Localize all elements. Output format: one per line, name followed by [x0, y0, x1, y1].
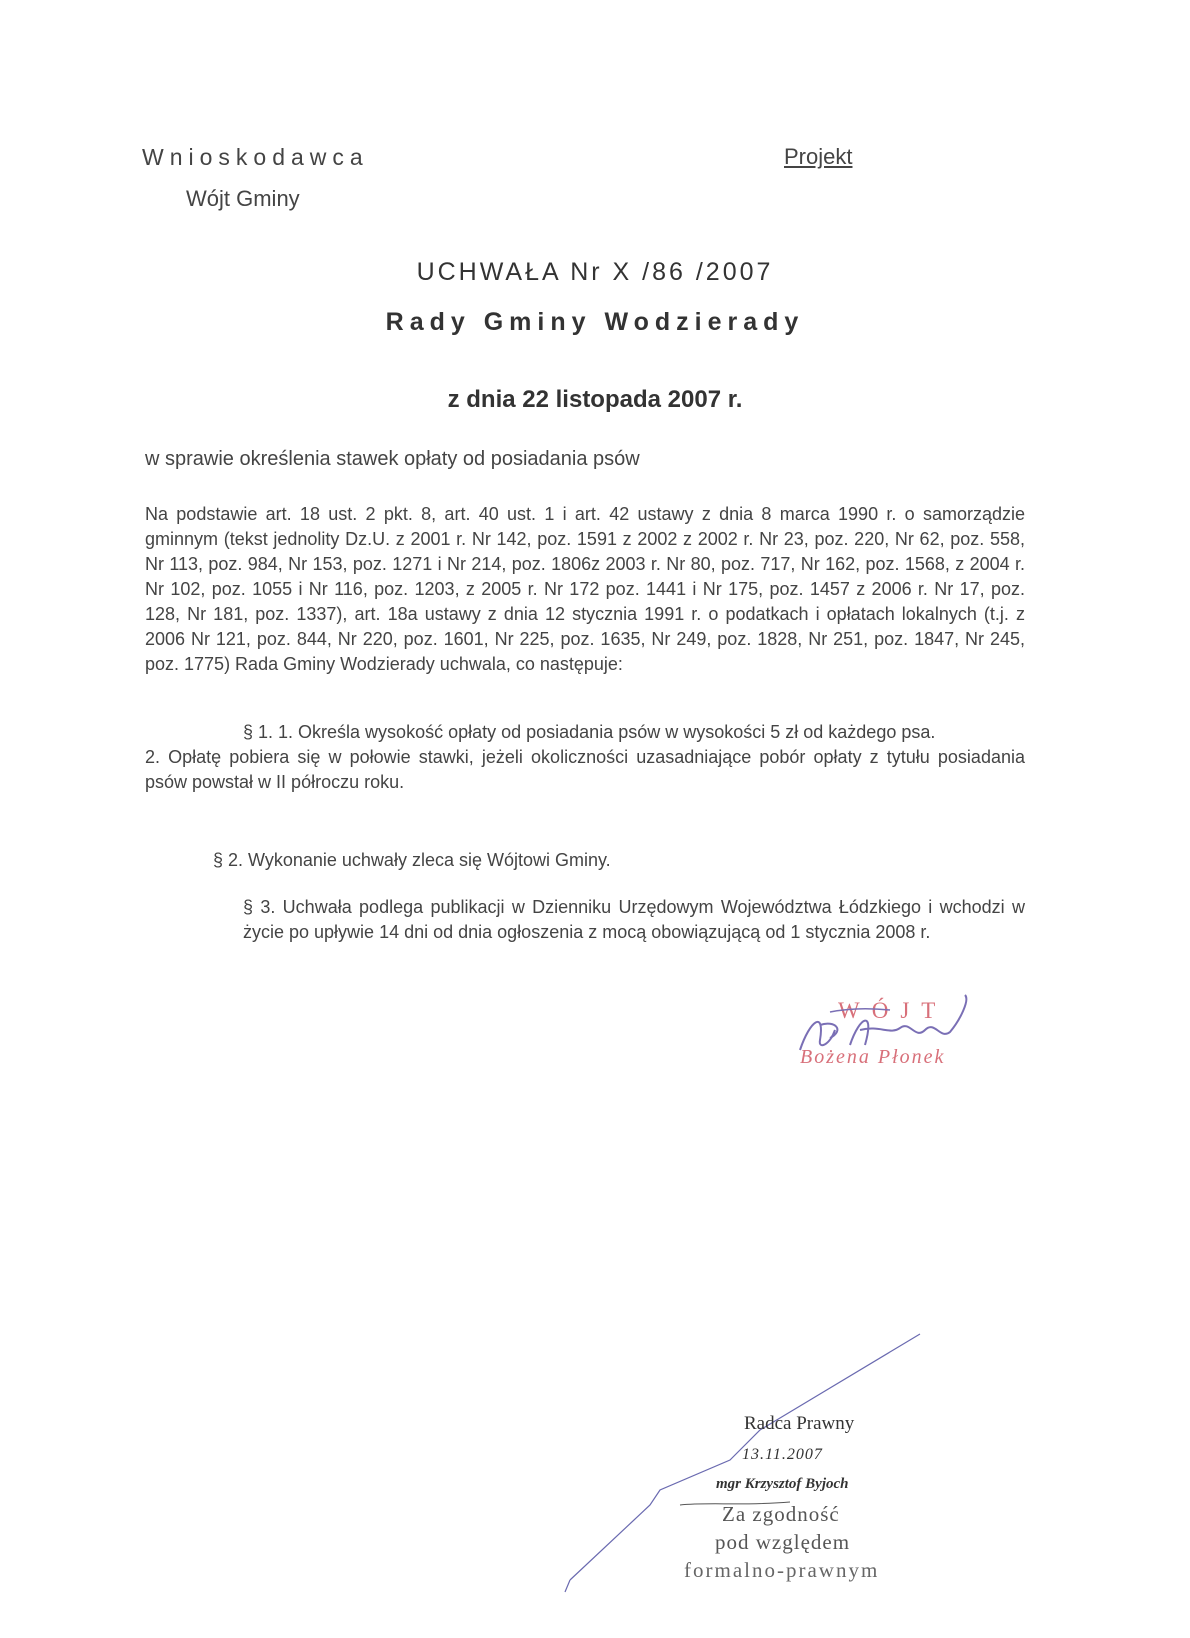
stamp-name: Bożena Płonek [800, 1046, 946, 1068]
applicant-label: Wnioskodawca [142, 144, 369, 170]
stamp-title: WÓJT [838, 998, 948, 1023]
legal-advisor-name: mgr Krzysztof Byjoch [716, 1476, 849, 1492]
document-status: Projekt [784, 144, 853, 169]
council-name: Rady Gminy Wodzierady [385, 308, 805, 336]
legal-basis: Na podstawie art. 18 ust. 2 pkt. 8, art. 40 ust. 1 i art. 42 ustawy z dnia 8 marca 1990 r. o samorządzie gminnym (tekst jednolity Dz.U. z 2001 r. Nr 142, poz. 1591 z 2002 z 2002 r. Nr 23, poz. 220, Nr 62, poz. 558, Nr 113, poz. 984, Nr 153, poz. 1271 i Nr 214, poz. 1806z 2003 r. Nr 80, poz. 717, Nr 162, poz. 1568, z 2004 r. Nr 102, poz. 1055 i Nr 116, poz. 1203, z 2005 r. Nr 172 poz. 1441 i Nr 175, poz. 1457 z 2006 r. Nr 17, poz. 128, Nr 181, poz. 1337), art. 18a ustawy z dnia 12 stycznia 1991 r. o podatkach i opłatach lokalnych (t.j. z 2006 Nr 121, poz. 844, Nr 220, poz. 1601, Nr 225, poz. 1635, Nr 249, poz. 1828, Nr 251, poz. 1847, Nr 245, poz. 1775) Rada Gminy Wodzierady uchwala, co następuje: [145, 504, 1025, 674]
legal-advisor-title: Radca Prawny [744, 1413, 855, 1434]
conformity-line-1: Za zgodność [722, 1502, 840, 1526]
applicant-name: Wójt Gminy [186, 186, 300, 211]
resolution-number: UCHWAŁA Nr X /86 /2007 [416, 258, 774, 286]
section-1-point-2: 2. Opłatę pobiera się w połowie stawki, jeżeli okoliczności uzasadniające pobór opłaty z tytułu posiadania psów powstał w II półroczu roku. [145, 747, 1025, 792]
section-1 [145, 720, 1025, 795]
section-1-point-1: § 1. 1. Określa wysokość opłaty od posiadania psów w wysokości 5 zł od każdego psa. [243, 722, 936, 742]
conformity-line-2: pod względem [715, 1530, 851, 1554]
section-3: § 3. Uchwała podlega publikacji w Dzienniku Urzędowym Województwa Łódzkiego i wchodzi w życie po upływie 14 dni od dnia ogłoszenia z mocą obowiązującą od 1 stycznia 2008 r. [243, 897, 1025, 942]
resolution-subject: w sprawie określenia stawek opłaty od posiadania psów [145, 448, 640, 470]
wojt-signature-icon [790, 990, 990, 1070]
section-2: § 2. Wykonanie uchwały zleca się Wójtowi Gminy. [213, 850, 611, 870]
conformity-line-3: formalno-prawnym [684, 1558, 880, 1582]
resolution-date: z dnia 22 listopada 2007 r. [447, 386, 743, 413]
legal-review-date: 13.11.2007 [742, 1446, 823, 1463]
